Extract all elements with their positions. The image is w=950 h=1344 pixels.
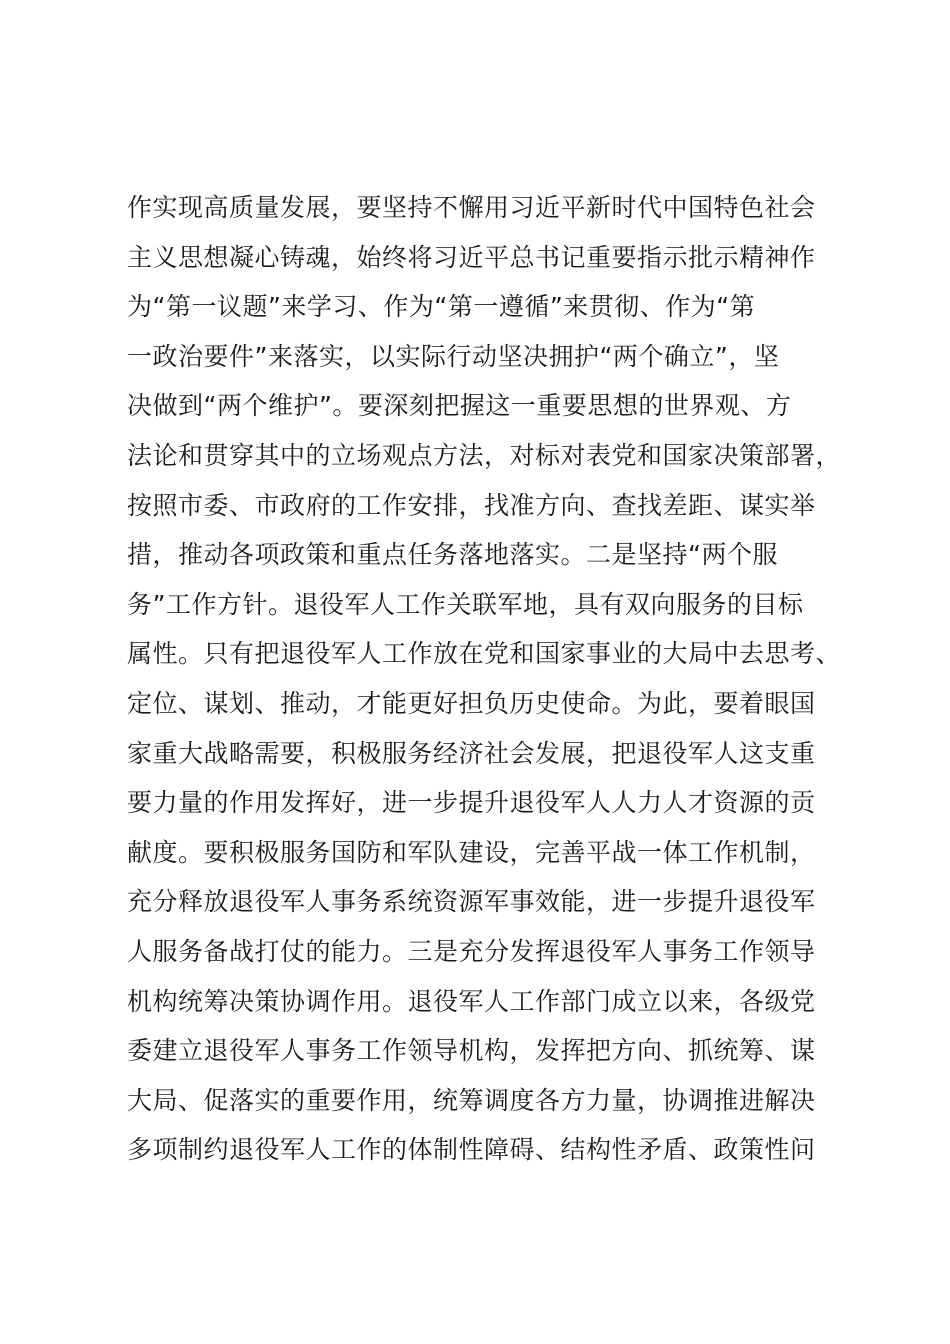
text-line: 委建立退役军人事务工作领导机构，发挥把方向、抓统筹、谋 (127, 1036, 816, 1066)
text-line: 按照市委、市政府的工作安排，找准方向、查找差距、谋实举 (127, 490, 816, 520)
text-line: 大局、促落实的重要作用，统筹调度各方力量，协调推进解决 (127, 1085, 816, 1115)
text-line: 要力量的作用发挥好，进一步提升退役军人人力人才资源的贡 (127, 788, 816, 818)
text-line: 为“第一议题”来学习、作为“第一遵循”来贯彻、作为“第 (127, 292, 756, 322)
text-line: 作实现高质量发展，要坚持不懈用习近平新时代中国特色社会 (127, 193, 816, 222)
text-line: 一政治要件”来落实，以实际行动坚决拥护“两个确立”，坚 (127, 341, 780, 371)
text-line: 定位、谋划、推动，才能更好担负历史使命。为此，要着眼国 (127, 688, 816, 718)
text-line: 机构统筹决策协调作用。退役军人工作部门成立以来，各级党 (127, 986, 816, 1016)
text-line: 充分释放退役军人事务系统资源军事效能，进一步提升退役军 (127, 887, 816, 917)
text-line: 法论和贯穿其中的立场观点方法，对标对表党和国家决策部署， (127, 440, 842, 470)
text-line: 属性。只有把退役军人工作放在党和国家事业的大局中去思考、 (127, 639, 842, 669)
text-line: 人服务备战打仗的能力。三是充分发挥退役军人事务工作领导 (127, 936, 816, 966)
text-line: 决做到“两个维护”。要深刻把握这一重要思想的世界观、方 (127, 391, 792, 421)
text-line: 务”工作方针。退役军人工作关联军地，具有双向服务的目标 (127, 589, 804, 619)
text-line: 献度。要积极服务国防和军队建设，完善平战一体工作机制， (127, 837, 816, 867)
text-line: 主义思想凝心铸魂，始终将习近平总书记重要指示批示精神作 (127, 242, 816, 272)
body-paragraph (127, 183, 847, 1175)
text-line: 措，推动各项政策和重点任务落地落实。二是坚持“两个服 (127, 540, 778, 570)
text-line: 多项制约退役军人工作的体制性障碍、结构性矛盾、政策性问 (127, 1135, 816, 1165)
text-line: 家重大战略需要，积极服务经济社会发展，把退役军人这支重 (127, 738, 816, 768)
